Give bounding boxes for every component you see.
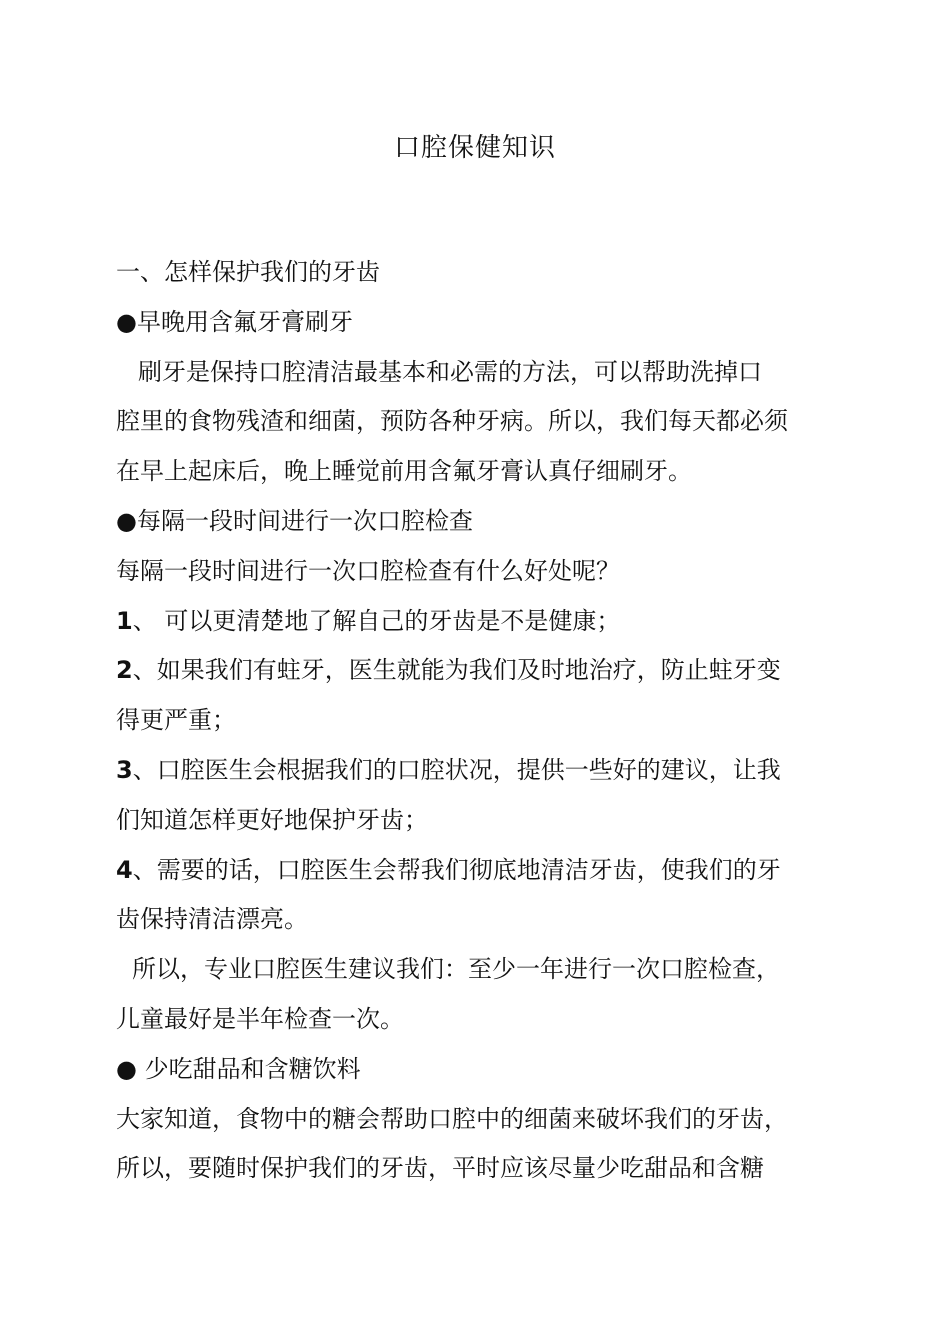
document-body [116, 248, 816, 1194]
paragraph-brushing-line-3: 在早上起床后，晚上睡觉前用含氟牙膏认真仔细刷牙。 [116, 457, 692, 486]
list-item-3 [116, 746, 816, 796]
list-number: 2 [116, 656, 133, 685]
list-item-2 [116, 646, 816, 696]
list-text: 、口腔医生会根据我们的口腔状况，提供一些好的建议，让我 [132, 755, 781, 784]
paragraph-sweets-line-2: 所以，要随时保护我们的牙齿，平时应该尽量少吃甜品和含糖 [116, 1154, 764, 1183]
section-heading: 一、怎样保护我们的牙齿 [116, 258, 380, 286]
paragraph-sweets-line-1: 大家知道，食物中的糖会帮助口腔中的细菌来破坏我们的牙齿， [116, 1104, 788, 1133]
list-item-1 [116, 597, 816, 647]
paragraph-brushing-line-1: 刷牙是保持口腔清洁最基本和必需的方法，可以帮助洗掉口 [138, 357, 762, 386]
list-number: 1 [116, 606, 133, 635]
bullet-heading-checkup: ●每隔一段时间进行一次口腔检查 [116, 506, 473, 535]
paragraph-recommendation-line-1: 所以，专业口腔医生建议我们：至少一年进行一次口腔检查， [132, 955, 780, 984]
paragraph-recommendation-line-2: 儿童最好是半年检查一次。 [116, 1004, 404, 1033]
list-number: 4 [116, 855, 133, 884]
bullet-heading-sweets: ● 少吃甜品和含糖饮料 [116, 1054, 361, 1083]
list-number: 3 [116, 755, 133, 784]
list-item-2-continued: 得更严重； [116, 706, 236, 735]
list-item-3-continued: 们知道怎样更好地保护牙齿； [116, 805, 428, 834]
list-text: 、如果我们有蛀牙，医生就能为我们及时地治疗，防止蛀牙变 [132, 656, 781, 685]
list-text: 、 可以更清楚地了解自己的牙齿是不是健康； [132, 606, 621, 635]
paragraph-brushing-line-2: 腔里的食物残渣和细菌，预防各种牙病。所以，我们每天都必须 [116, 407, 788, 436]
list-item-4 [116, 846, 816, 896]
checkup-question: 每隔一段时间进行一次口腔检查有什么好处呢？ [116, 556, 620, 585]
bullet-heading-brushing: ●早晚用含氟牙膏刷牙 [116, 307, 353, 336]
list-text: 、需要的话，口腔医生会帮我们彻底地清洁牙齿，使我们的牙 [132, 855, 781, 884]
document-title: 口腔保健知识 [393, 133, 556, 163]
list-item-4-continued: 齿保持清洁漂亮。 [116, 905, 308, 934]
